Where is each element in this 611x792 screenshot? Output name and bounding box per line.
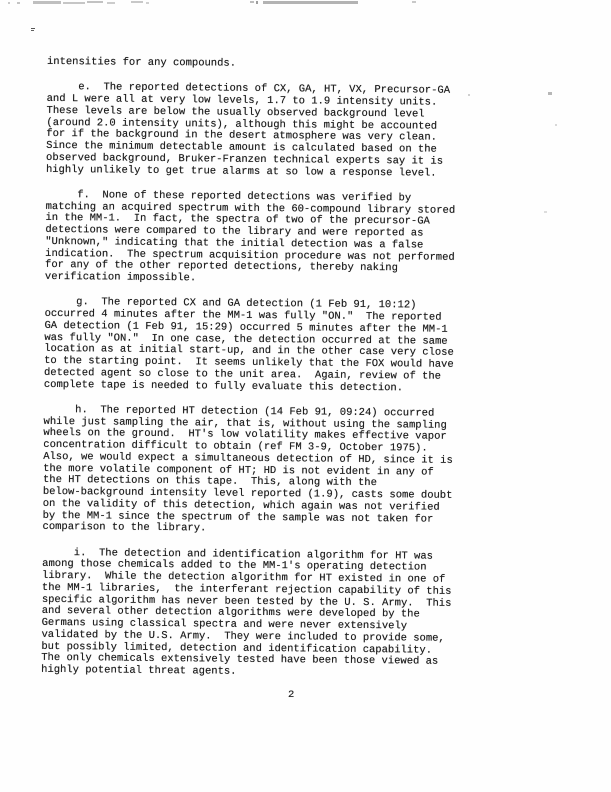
paragraph-continuation: intensities for any compounds. <box>46 55 237 70</box>
scan-artifact-top-left <box>63 2 85 4</box>
scan-artifact-top-left <box>87 1 103 3</box>
scan-artifact-top-left <box>131 1 143 3</box>
scan-artifact-top-left <box>17 2 20 4</box>
scan-artifact-speck <box>31 30 34 31</box>
scan-artifact-top-left <box>107 2 115 4</box>
page-number: 2 <box>288 689 295 701</box>
scan-artifact-top-line <box>256 1 258 4</box>
paragraph-h: h. The reported HT detection (14 Feb 91, 09:24) occurred while just sampling the air, that is, without using the sampling wheels on the ground. HT's low volatility makes effective vapor concentration difficult to obtain (ref FM 3-9, October 1975). Also, we would expect a simultaneous detection of HD, since it is the more volatile component of HT; HD is not evident in any of the HT detections on this tape. This, along with the below-background intensity level reported (1.9), casts some doubt on the validity of this detection, which again was not verified by the MM-1 since the spectrum of the sample was not taken for comparison to the library. <box>42 403 453 535</box>
paragraph-f: f. None of these reported detections was verified by matching an acquired spectrum with the 60-compound library stored in the MM-1. In fact, the spectra of two of the precursor-GA detections were compared to the library and were reported as "Unknown," indicating that the initial detection was a false indication. The spectrum acquisition procedure was not performed for any of the other reported detections, thereby naking verification impossible. <box>44 188 456 285</box>
scan-artifact-top-left <box>146 2 149 4</box>
scan-artifact-top-line <box>263 1 358 4</box>
paragraph-g: g. The reported CX and GA detection (1 Feb 91, 10:12) occurred 4 minutes after the MM-1 was fully "ON." The reported GA detection (1 Feb 91, 15:29) occurred 5 minutes after the MM-1 was fully "ON." In one case, the detection occurred at the same location as at initial start-up, and in the other case very close to the starting point. It seems unlikely that the FOX would have detected agent so close to the unit area. Again, review of the complete tape is needed to fully evaluate this detection. <box>43 296 454 394</box>
paragraph-e: e. The reported detections of CX, GA, HT, VX, Precursor-GA and L were all at very low levels, 1.7 to 1.9 intensity units. These levels are below the usually observed background level (around 2.0 intensity units), although this might be accounted for if the background in the desert atmosphere was very clean. Since the minimum detectable amount is calculated based on the observed background, Bruker-Franzen technical experts say it is highly unlikely to get true alarms at so low a response level. <box>45 81 451 180</box>
scan-artifact-speck <box>544 211 547 213</box>
document-text-block <box>41 57 487 694</box>
scan-artifact-speck <box>555 124 557 126</box>
paragraph-i: i. The detection and identification algorithm for HT was among those chemicals added to the MM-1's operating detection library. While the detection algorithm for HT existed in one of the MM-1 libraries, the interferant rejection capability of this specific algorithm has never been tested by the U. S. Army. This and several other detection algorithms were developed by the Germans using classical spectra and were never extensively validated by the U.S. Army. They were included to provide some, but possibly limited, detection and identification capability. The only chemicals extensively tested have been those viewed as highly potential threat agents. <box>41 546 452 678</box>
scan-artifact-top-line <box>412 1 416 3</box>
scan-artifact-top-left <box>33 1 61 4</box>
scan-artifact-top-left <box>8 2 10 4</box>
scan-artifact-speck <box>548 92 552 95</box>
scan-artifact-top-line <box>250 1 254 3</box>
